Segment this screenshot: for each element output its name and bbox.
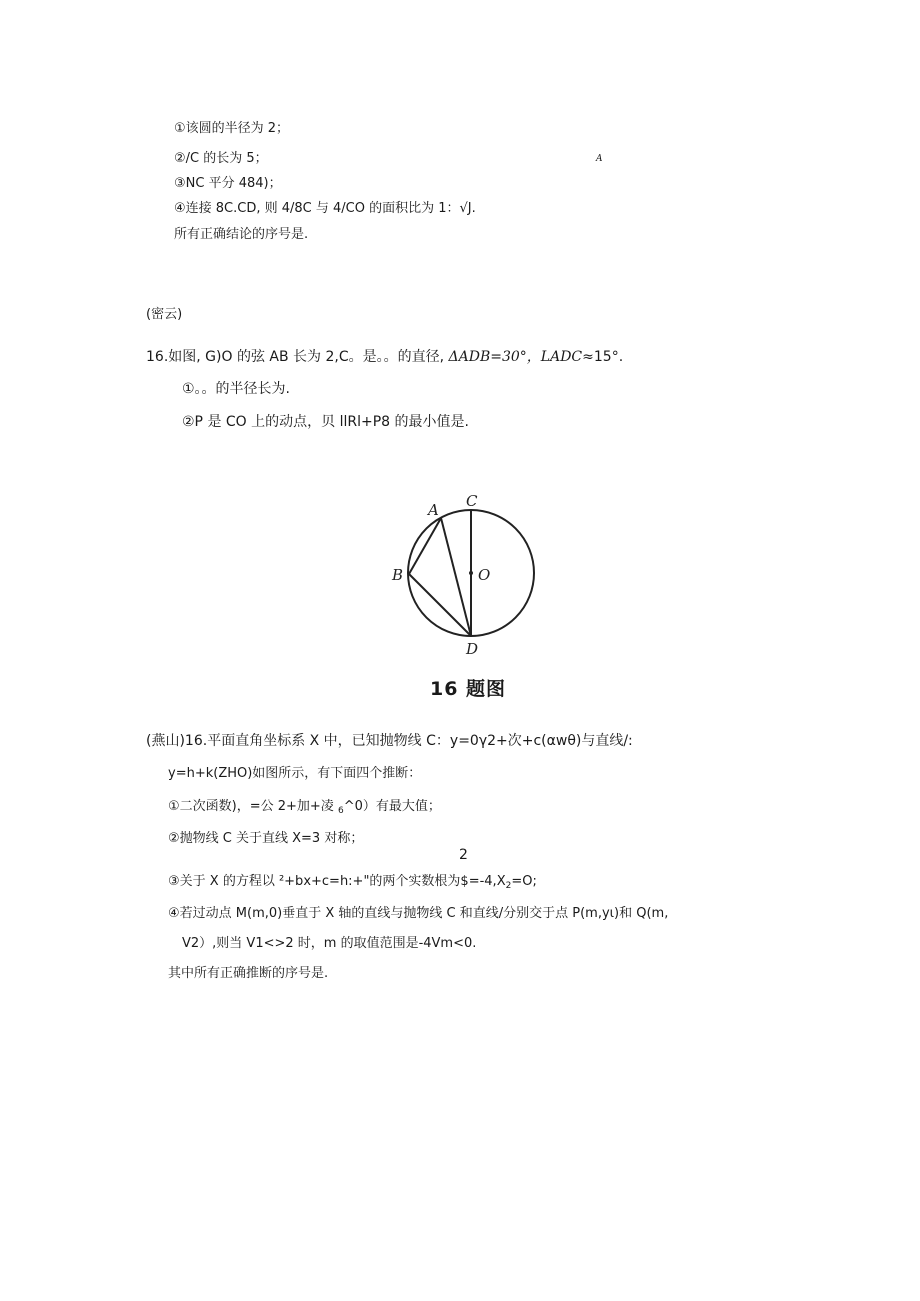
label-c: C <box>466 492 478 510</box>
stray-number: 2 <box>459 847 468 863</box>
sub-question-2: ②P 是 CO 上的动点，贝 llRl+P8 的最小值是. <box>182 414 469 430</box>
final-prompt: 其中所有正确推断的序号是. <box>168 966 329 981</box>
inference-3 <box>168 873 537 895</box>
inference-3-text: ③关于 X 的方程以 ²+bx+c=h:+"的两个实数根为$=-4,X <box>168 874 506 889</box>
question-end: 15°. <box>593 349 624 365</box>
inference-4-line1: ④若过动点 M(m,0)垂直于 X 轴的直线与抛物线 C 和直线/分别交于点 P(m,yι)和 Q(m, <box>168 906 669 921</box>
statement-2: ②/C 的长为 5； <box>174 151 268 166</box>
inference-1-end: ^0）有最大值； <box>343 799 441 814</box>
statement-4: ④连接 8C.CD, 则 4/8C 与 4/CO 的面积比为 1：√J. <box>174 201 476 216</box>
inference-3-sub: 2 <box>505 881 512 891</box>
inference-1-sub: 6 <box>337 806 344 816</box>
question-16-miyun <box>146 348 623 366</box>
question-16-line2: y=h+k(ZHO)如图所示，有下面四个推断： <box>168 766 422 781</box>
inference-2: ②抛物线 C 关于直线 X=3 对称； <box>168 831 364 846</box>
conclusion-prompt: 所有正确结论的序号是. <box>174 227 309 242</box>
sub-question-1: ①。。的半径长为. <box>182 381 291 397</box>
inference-1 <box>168 798 441 820</box>
chord-ad <box>441 518 471 636</box>
question-text: 16.如图, G)O 的弦 AB 长为 2,C。是。。的直径, <box>146 349 449 365</box>
inference-1-text: ①二次函数)，=公 2+加+凌 <box>168 799 338 814</box>
source-label-miyun: (密云) <box>146 307 183 322</box>
label-d: D <box>466 640 479 658</box>
inference-4-line2: V2）,则当 V1<>2 时，m 的取值范围是-4Vm<0. <box>182 936 477 951</box>
figure-caption: 16 题图 <box>430 678 507 700</box>
inference-3-end: =O; <box>511 874 537 889</box>
statement-1: ①该圆的半径为 2； <box>174 121 290 136</box>
question-16-yanshan: (燕山)16.平面直角坐标系 X 中，已知抛物线 C：y=0γ2+次+c(αwθ)与直线/: <box>146 733 633 749</box>
label-b: B <box>392 566 404 584</box>
center-point <box>469 571 473 575</box>
label-a: A <box>428 501 439 519</box>
circle-figure <box>380 488 550 660</box>
stray-mark: A <box>596 154 603 164</box>
statement-3: ③NC 平分 484)； <box>174 176 282 191</box>
label-o: O <box>478 566 491 584</box>
question-angles: ΔADB=30°，LADC≈ <box>448 349 594 365</box>
